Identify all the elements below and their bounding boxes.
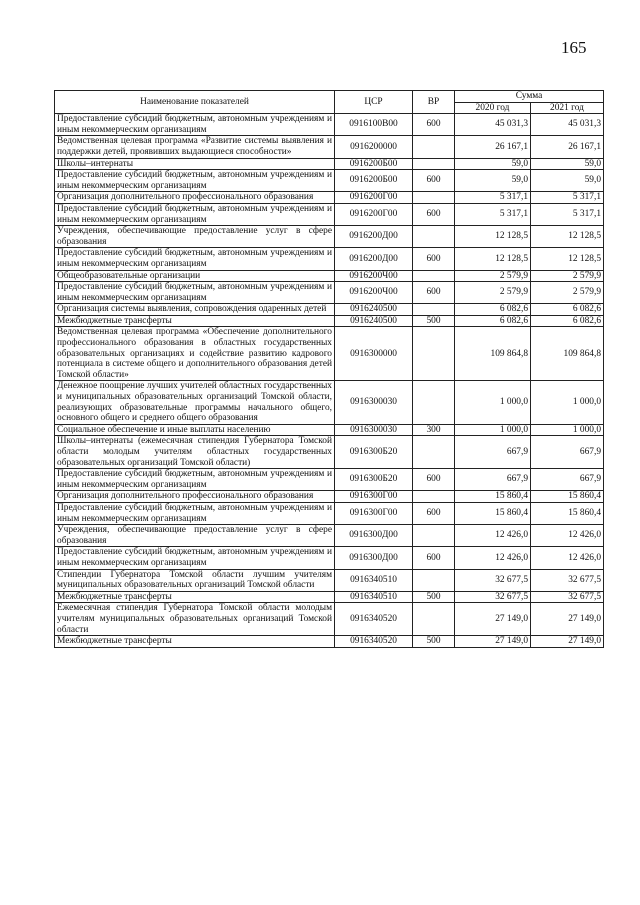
- table-row: [55, 248, 604, 270]
- row-vr: [413, 270, 455, 282]
- row-csr: 0916340520: [335, 636, 413, 648]
- table-row: [55, 327, 604, 381]
- row-vr: 600: [413, 114, 455, 136]
- row-vr: 600: [413, 170, 455, 192]
- row-sum-2021: 12 128,5: [531, 226, 604, 248]
- table-row: [55, 603, 604, 636]
- row-vr: 600: [413, 469, 455, 491]
- row-csr: 0916300Б20: [335, 469, 413, 491]
- row-sum-2021: 6 082,6: [531, 315, 604, 327]
- row-csr: 0916300000: [335, 327, 413, 381]
- row-vr: 500: [413, 636, 455, 648]
- row-name: Организация системы выявления, сопровождения одаренных детей: [55, 304, 335, 316]
- row-sum-2021: 12 426,0: [531, 547, 604, 569]
- row-vr: [413, 327, 455, 381]
- row-sum-2021: 32 677,5: [531, 591, 604, 603]
- row-vr: [413, 603, 455, 636]
- row-sum-2020: 109 864,8: [455, 327, 531, 381]
- row-csr: 0916300Д00: [335, 525, 413, 547]
- row-name: Ежемесячная стипендия Губернатора Томской области молодым учителям муниципальных образовательных организаций Томской области: [55, 603, 335, 636]
- row-sum-2021: 109 864,8: [531, 327, 604, 381]
- row-csr: 0916340510: [335, 591, 413, 603]
- row-sum-2020: 2 579,9: [455, 282, 531, 304]
- table-row: [55, 282, 604, 304]
- row-csr: 0916100В00: [335, 114, 413, 136]
- row-sum-2020: 32 677,5: [455, 569, 531, 591]
- row-sum-2020: 12 128,5: [455, 226, 531, 248]
- row-name: Предоставление субсидий бюджетным, автономным учреждениям и иным некоммерческим организациям: [55, 547, 335, 569]
- table-row: [55, 591, 604, 603]
- table-row: [55, 158, 604, 170]
- row-vr: [413, 192, 455, 204]
- budget-table: [54, 90, 604, 648]
- row-csr: 0916340510: [335, 569, 413, 591]
- row-sum-2020: 59,0: [455, 158, 531, 170]
- row-csr: 0916300030: [335, 381, 413, 424]
- row-vr: 600: [413, 282, 455, 304]
- header-vr: ВР: [413, 91, 455, 114]
- row-sum-2020: 12 426,0: [455, 525, 531, 547]
- row-vr: 500: [413, 315, 455, 327]
- table-row: [55, 114, 604, 136]
- row-vr: 600: [413, 502, 455, 524]
- table-row: [55, 136, 604, 158]
- row-csr: 0916200Г00: [335, 192, 413, 204]
- header-year-2021: 2021 год: [531, 102, 604, 114]
- row-name: Предоставление субсидий бюджетным, автономным учреждениям и иным некоммерческим организациям: [55, 502, 335, 524]
- row-vr: [413, 304, 455, 316]
- table-row: [55, 569, 604, 591]
- row-csr: 0916240500: [335, 304, 413, 316]
- row-sum-2021: 2 579,9: [531, 270, 604, 282]
- row-sum-2020: 5 317,1: [455, 192, 531, 204]
- row-sum-2021: 12 426,0: [531, 525, 604, 547]
- row-csr: 0916200Г00: [335, 203, 413, 225]
- row-sum-2021: 15 860,4: [531, 491, 604, 503]
- row-csr: 0916300Г00: [335, 502, 413, 524]
- row-sum-2021: 45 031,3: [531, 114, 604, 136]
- table-row: [55, 304, 604, 316]
- row-sum-2020: 667,9: [455, 469, 531, 491]
- row-sum-2020: 15 860,4: [455, 502, 531, 524]
- table-body: [55, 114, 604, 648]
- table-row: [55, 381, 604, 424]
- row-name: Учреждения, обеспечивающие предоставление услуг в сфере образования: [55, 226, 335, 248]
- row-sum-2020: 27 149,0: [455, 603, 531, 636]
- row-sum-2021: 32 677,5: [531, 569, 604, 591]
- row-name: Предоставление субсидий бюджетным, автономным учреждениям и иным некоммерческим организациям: [55, 114, 335, 136]
- table-row: [55, 170, 604, 192]
- table-row: [55, 424, 604, 436]
- table-row: [55, 192, 604, 204]
- header-year-2020: 2020 год: [455, 102, 531, 114]
- row-csr: 0916300Б20: [335, 436, 413, 469]
- row-name: Предоставление субсидий бюджетным, автономным учреждениям и иным некоммерческим организациям: [55, 469, 335, 491]
- row-sum-2021: 6 082,6: [531, 304, 604, 316]
- row-sum-2020: 1 000,0: [455, 381, 531, 424]
- row-csr: 0916200Ч00: [335, 282, 413, 304]
- row-sum-2021: 27 149,0: [531, 603, 604, 636]
- row-name: Межбюджетные трансферты: [55, 315, 335, 327]
- table-row: [55, 491, 604, 503]
- row-sum-2020: 2 579,9: [455, 270, 531, 282]
- row-csr: 0916200Б00: [335, 158, 413, 170]
- row-vr: [413, 381, 455, 424]
- row-sum-2021: 27 149,0: [531, 636, 604, 648]
- row-sum-2020: 12 128,5: [455, 248, 531, 270]
- row-name: Организация дополнительного профессионального образования: [55, 491, 335, 503]
- row-sum-2021: 59,0: [531, 170, 604, 192]
- row-name: Школы–интернаты: [55, 158, 335, 170]
- row-sum-2020: 667,9: [455, 436, 531, 469]
- table-row: [55, 636, 604, 648]
- row-csr: 0916340520: [335, 603, 413, 636]
- row-name: Предоставление субсидий бюджетным, автономным учреждениям и иным некоммерческим организациям: [55, 282, 335, 304]
- table-header: [55, 91, 604, 114]
- row-vr: 600: [413, 248, 455, 270]
- row-vr: [413, 158, 455, 170]
- row-vr: [413, 569, 455, 591]
- row-sum-2021: 667,9: [531, 436, 604, 469]
- row-name: Общеобразовательные организации: [55, 270, 335, 282]
- table-row: [55, 226, 604, 248]
- row-csr: 0916300Д00: [335, 547, 413, 569]
- row-sum-2021: 15 860,4: [531, 502, 604, 524]
- row-csr: 0916240500: [335, 315, 413, 327]
- table-row: [55, 525, 604, 547]
- row-vr: 600: [413, 547, 455, 569]
- table-row: [55, 315, 604, 327]
- row-name: Социальное обеспечение и иные выплаты населению: [55, 424, 335, 436]
- row-sum-2021: 1 000,0: [531, 424, 604, 436]
- row-name: Межбюджетные трансферты: [55, 636, 335, 648]
- row-sum-2021: 5 317,1: [531, 192, 604, 204]
- row-csr: 0916300030: [335, 424, 413, 436]
- table-row: [55, 270, 604, 282]
- table-row: [55, 547, 604, 569]
- row-sum-2020: 1 000,0: [455, 424, 531, 436]
- row-sum-2021: 12 128,5: [531, 248, 604, 270]
- row-vr: [413, 436, 455, 469]
- row-sum-2020: 32 677,5: [455, 591, 531, 603]
- table-row: [55, 469, 604, 491]
- row-vr: [413, 226, 455, 248]
- header-sum: Сумма: [455, 91, 604, 103]
- table-row: [55, 436, 604, 469]
- row-vr: [413, 491, 455, 503]
- row-csr: 0916200Б00: [335, 170, 413, 192]
- table-row: [55, 203, 604, 225]
- row-name: Ведомственная целевая программа «Развитие системы выявления и поддержки детей, проявивших выдающиеся способности»: [55, 136, 335, 158]
- row-csr: 0916200000: [335, 136, 413, 158]
- row-sum-2021: 667,9: [531, 469, 604, 491]
- row-sum-2020: 6 082,6: [455, 304, 531, 316]
- row-sum-2020: 59,0: [455, 170, 531, 192]
- table-row: [55, 502, 604, 524]
- row-vr: [413, 525, 455, 547]
- row-csr: 0916300Г00: [335, 491, 413, 503]
- row-csr: 0916200Ч00: [335, 270, 413, 282]
- row-name: Предоставление субсидий бюджетным, автономным учреждениям и иным некоммерческим организациям: [55, 248, 335, 270]
- row-sum-2020: 27 149,0: [455, 636, 531, 648]
- row-sum-2020: 6 082,6: [455, 315, 531, 327]
- row-sum-2020: 26 167,1: [455, 136, 531, 158]
- row-sum-2021: 2 579,9: [531, 282, 604, 304]
- row-name: Предоставление субсидий бюджетным, автономным учреждениям и иным некоммерческим организациям: [55, 203, 335, 225]
- row-csr: 0916200Д00: [335, 248, 413, 270]
- row-sum-2020: 12 426,0: [455, 547, 531, 569]
- row-sum-2021: 5 317,1: [531, 203, 604, 225]
- row-name: Стипендии Губернатора Томской области лучшим учителям муниципальных образовательных организаций Томской области: [55, 569, 335, 591]
- row-name: Организация дополнительного профессионального образования: [55, 192, 335, 204]
- header-name: Наименование показателей: [55, 91, 335, 114]
- row-csr: 0916200Д00: [335, 226, 413, 248]
- row-name: Учреждения, обеспечивающие предоставление услуг в сфере образования: [55, 525, 335, 547]
- page-number: 165: [561, 38, 587, 57]
- row-name: Денежное поощрение лучших учителей областных государственных и муниципальных образовательных организаций Томской области, реализующих образовательные программы начального общего, основного общего и среднего общего образования: [55, 381, 335, 424]
- row-name: Предоставление субсидий бюджетным, автономным учреждениям и иным некоммерческим организациям: [55, 170, 335, 192]
- row-name: Школы–интернаты (ежемесячная стипендия Губернатора Томской области молодым учителям областных государственных образовательных организаций Томской области): [55, 436, 335, 469]
- row-sum-2020: 5 317,1: [455, 203, 531, 225]
- row-name: Ведомственная целевая программа «Обеспечение дополнительного профессионального образования в областных государственных образовательных организациях и содействие развитию кадрового потенциала в системе общего и дополнительного образования детей Томской области»: [55, 327, 335, 381]
- row-vr: 500: [413, 591, 455, 603]
- row-name: Межбюджетные трансферты: [55, 591, 335, 603]
- row-sum-2021: 26 167,1: [531, 136, 604, 158]
- row-sum-2020: 15 860,4: [455, 491, 531, 503]
- header-csr: ЦСР: [335, 91, 413, 114]
- row-sum-2020: 45 031,3: [455, 114, 531, 136]
- row-vr: 300: [413, 424, 455, 436]
- row-vr: [413, 136, 455, 158]
- row-sum-2021: 59,0: [531, 158, 604, 170]
- row-vr: 600: [413, 203, 455, 225]
- row-sum-2021: 1 000,0: [531, 381, 604, 424]
